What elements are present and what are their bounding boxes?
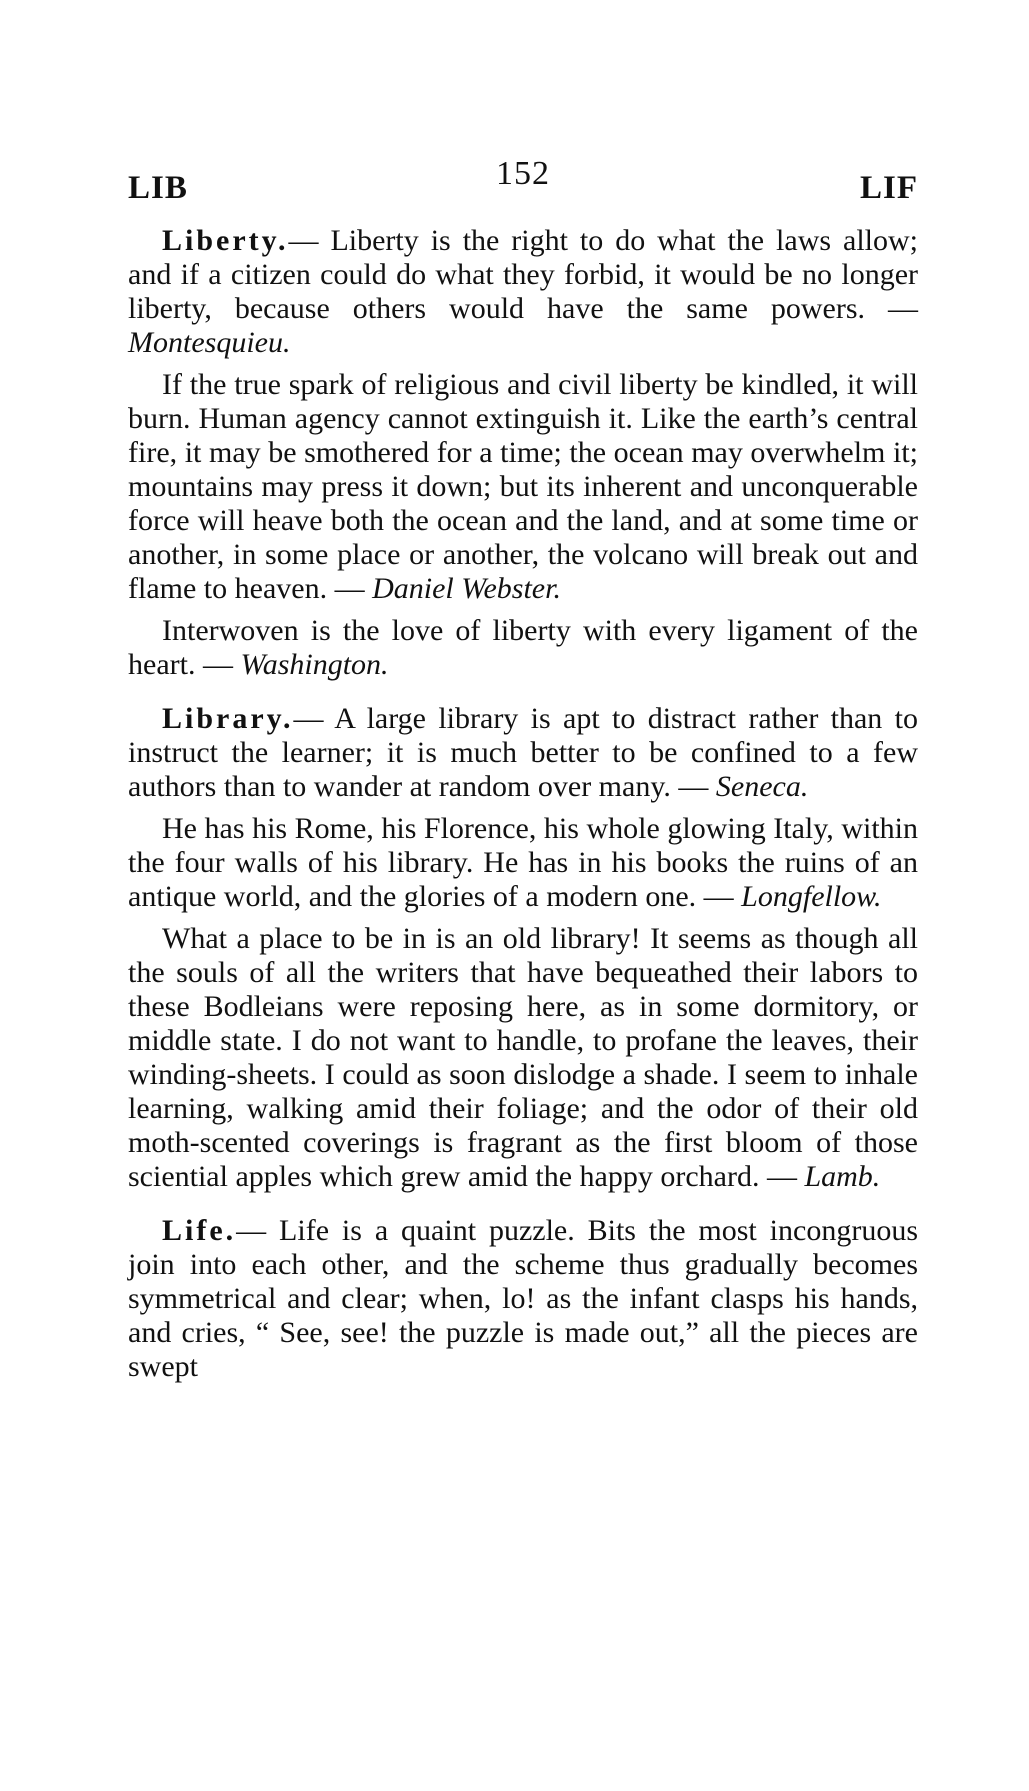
quote-author: Longfellow. [741,880,882,913]
quote-author: Daniel Webster. [372,572,561,605]
page-number: 152 [496,155,550,192]
quote-author: Seneca. [715,770,809,803]
quote-text: — Liberty is the right to do what the laws allow; and if a citizen could do what they forbid, it would be no longer liberty, because others would have the same powers. — [128,224,918,325]
entry-liberty [128,224,918,682]
entry-heading: Liberty. [162,224,289,257]
entry-library [128,702,918,1194]
running-header [128,150,918,210]
header-right-guide-word: LIF [859,170,918,206]
paragraph [128,224,918,360]
quote-text: — A large library is apt to distract rather than to instruct the learner; it is much better to be confined to a few authors than to wander at random over many. — [128,702,918,803]
entry-life [128,1214,918,1384]
entry-heading: Life. [162,1214,237,1247]
quote-text: He has his Rome, his Florence, his whole glowing Italy, within the four walls of his library. He has in his books the ruins of an antique world, and the glories of a modern one. — [128,812,918,913]
quote-author: Washington. [240,648,389,681]
quote-text: If the true spark of religious and civil liberty be kindled, it will burn. Human agency cannot extinguish it. Like the earth’s central fire, it may be smothered for a time; the ocean may overwhelm it; mountains may press it down; but its inherent and unconquerable force will heave both the ocean and the land, and at some time or another, in some place or another, the volcano will break out and flame to heaven. — [128,368,918,605]
paragraph [128,922,918,1194]
header-left-guide-word: LIB [128,170,188,206]
quote-text: Interwoven is the love of liberty with every ligament of the heart. — [128,614,918,681]
paragraph [128,614,918,682]
quote-author: Montesquieu. [128,326,291,359]
quote-author: Lamb. [804,1160,881,1193]
paragraph [128,702,918,804]
paragraph [128,1214,918,1384]
quote-text: What a place to be in is an old library! It seems as though all the souls of all the writers that have bequeathed their labors to these Bodleians were reposing here, as in some dormitory, or middle state. I do not want to handle, to profane the leaves, their winding-sheets. I could as soon dislodge a shade. I seem to inhale learning, walking amid their foliage; and the odor of their old moth-scented coverings is fragrant as the first bloom of those sciential apples which grew amid the happy orchard. — [128,922,918,1193]
book-page [128,150,918,1392]
paragraph [128,368,918,606]
entry-heading: Library. [162,702,294,735]
quote-text: — Life is a quaint puzzle. Bits the most incongruous join into each other, and the scheme thus gradually becomes symmetrical and clear; when, lo! as the infant clasps his hands, and cries, “ See, see! the puzzle is made out,” all the pieces are swept [128,1214,918,1383]
paragraph [128,812,918,914]
